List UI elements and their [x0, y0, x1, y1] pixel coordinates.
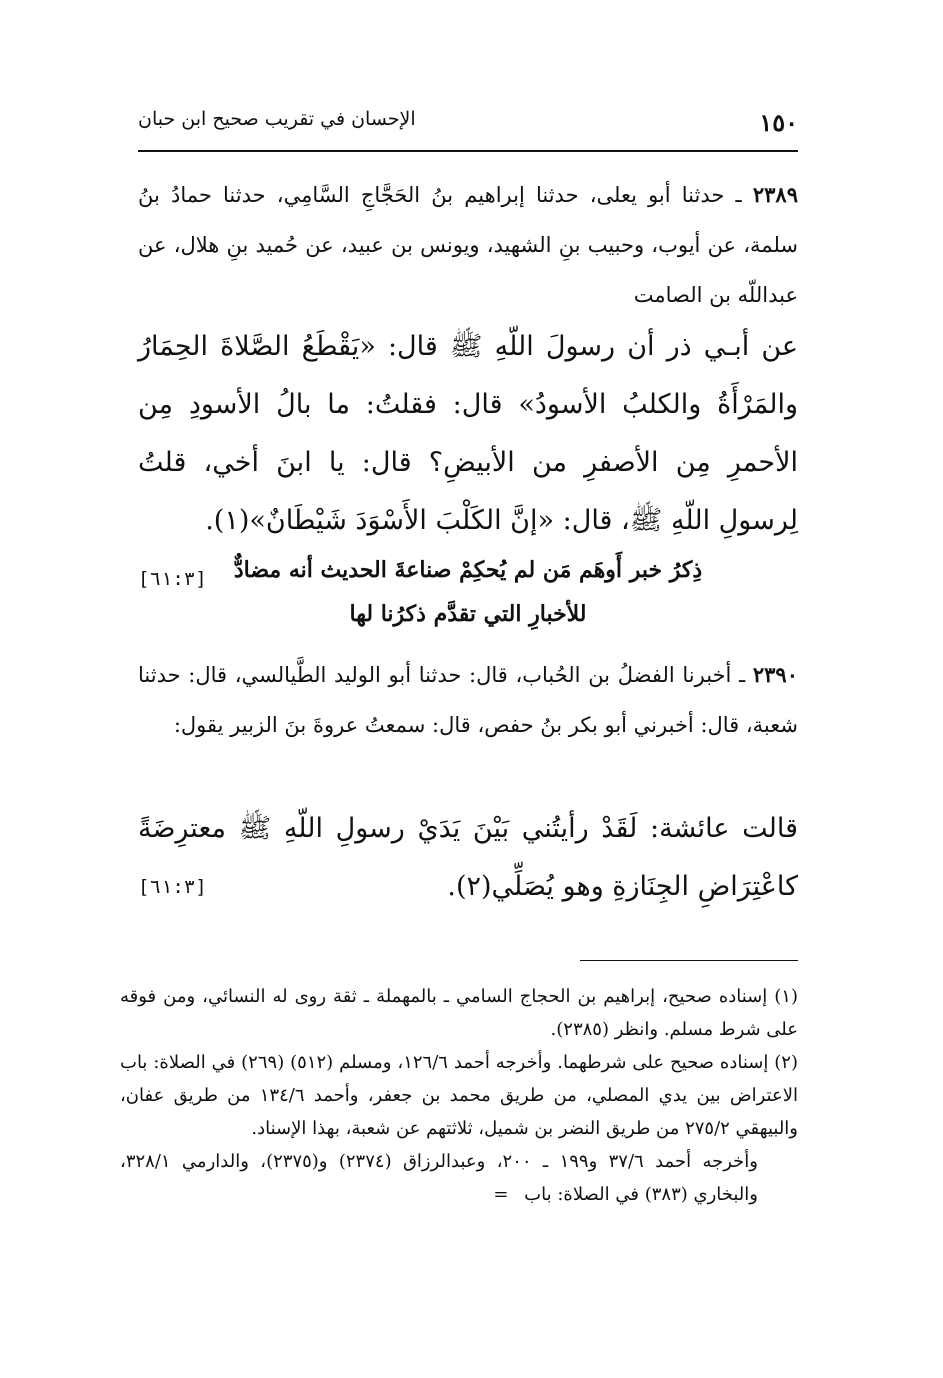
page-header	[138, 98, 798, 140]
matn-text: عن أبـي ذر أن رسولَ اللّهِ ﷺ قال: «يَقْطَعُ الصَّلاةَ الحِمَارُ والمَرْأَةُ والكلبُ الأسودُ» قال: فقلتُ: ما بالُ الأسودِ مِن الأحمرِ مِن الأصفرِ من الأبيضِ؟ قال: يا ابنَ أخي، قلتُ لِرسولِ اللّهِ ﷺ، قال: «إنَّ الكَلْبَ الأَسْوَدَ شَيْطَانٌ»(١).	[138, 331, 798, 536]
header-rule	[138, 150, 798, 152]
page-number: ١٥٠	[759, 108, 798, 137]
footnote-2: (٢) إسناده صحيح على شرطهما. وأخرجه أحمد ١٢٦/٦، ومسلم (٥١٢) (٢٦٩) في الصلاة: باب الاعتراض بين يدي المصلي، من طريق محمد بن جعفر، وأحمد ١٣٤/٦ من طريق عفان، والبيهقي ٢٧٥/٢ من طريق النضر بن شميل، ثلاثتهم عن شعبة، بهذا الإسناد.	[120, 1052, 798, 1139]
hadith-2390-matn	[138, 800, 798, 916]
isnad-text: ـ أخبرنا الفضلُ بن الحُباب، قال: حدثنا أبو الوليد الطَّيالسي، قال: حدثنا شعبة، قال: أخبرني أبو بكر بنُ حفص، قال: سمعتُ عروةَ بنَ الزبير يقول:	[138, 663, 798, 737]
footnote-2-continued	[120, 1145, 798, 1211]
footnotes	[120, 980, 798, 1211]
continuation-mark: =	[493, 1184, 509, 1205]
running-title: الإحسان في تقريب صحيح ابن حبان	[138, 108, 416, 130]
hadith-number: ٢٣٩٠	[752, 662, 798, 687]
hadith-2390-isnad	[138, 650, 798, 750]
isnad-text: ـ حدثنا أبو يعلى، حدثنا إبراهيم بنُ الحَجَّاجِ السَّامِي، حدثنا حمادُ بنُ سلمة، عن أيوب، وحبيب بنِ الشهيد، ويونس بن عبيد، عن حُميد بنِ هلال، عن عبداللّه بن الصامت	[138, 183, 798, 307]
source-reference: [٦١:٣]	[138, 876, 207, 898]
footnote-rule	[580, 960, 798, 961]
source-reference: [٦١:٣]	[138, 568, 207, 590]
chapter-heading	[138, 548, 798, 636]
matn-text: قالت عائشة: لَقَدْ رأيتُني بَيْنَ يَدَيْ رسولِ اللّهِ ﷺ معترِضَةً كاعْتِرَاضِ الجِنَازةِ وهو يُصَلِّي(٢).	[138, 813, 798, 902]
hadith-2389-isnad	[138, 170, 798, 320]
hadith-number: ٢٣٨٩	[752, 182, 798, 207]
chapter-heading-line-2: للأخبارِ التي تقدَّم ذكرُنا لها	[349, 601, 587, 627]
footnote-1: (١) إسناده صحيح، إبراهيم بن الحجاج السامي ـ بالمهملة ـ ثقة روى له النسائي، ومن فوقه على شرط مسلم. وانظر (٢٣٨٥).	[120, 986, 798, 1040]
chapter-heading-line-1: ذِكرُ خبر أَوهَم مَن لم يُحكِمْ صناعةَ الحديث أنه مضادٌّ	[233, 557, 703, 583]
footnote-2-continued-text: وأخرجه أحمد ٣٧/٦ و١٩٩ ـ ٢٠٠، وعبدالرزاق (٢٣٧٤) و(٢٣٧٥)، والدارمي ٣٢٨/١، والبخاري (٣٨٣) في الصلاة: باب	[120, 1151, 758, 1205]
